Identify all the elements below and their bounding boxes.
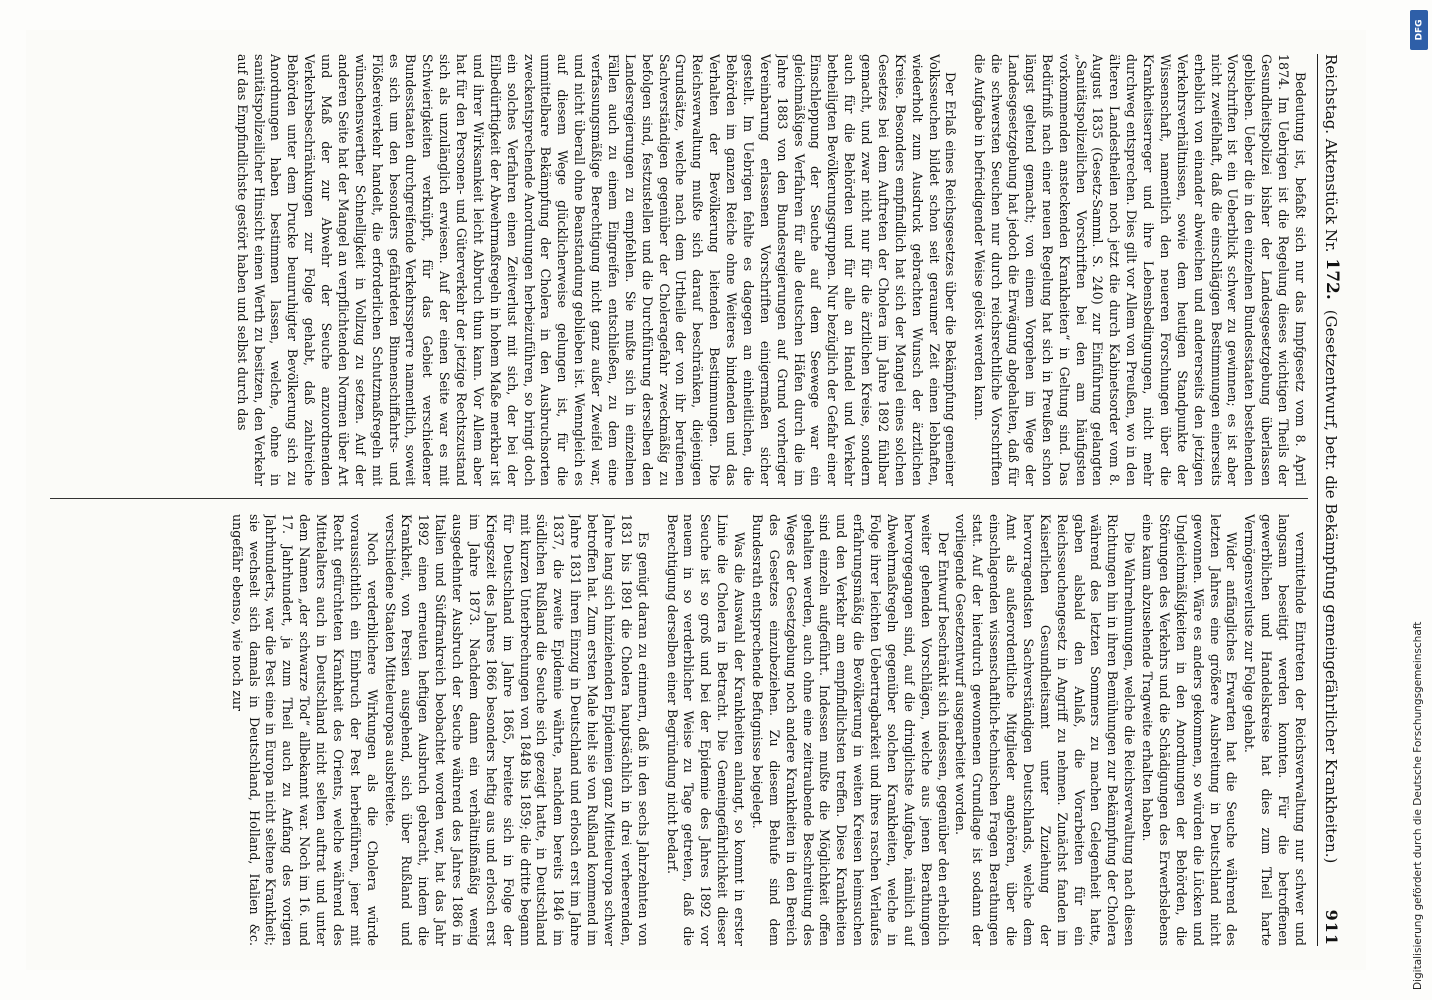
paragraph: Wider anfängliches Erwarten hat die Seuche während des letzten Jahres eine größere Ausbreitung in Deutschland nicht gewonnen. Wäre es anders gekommen, so würden die Lücken und Ungleichmäßigkeiten in den Anordnungen der Behörden, die Störungen des Verkehrs und die Schädigungen des Erwerbslebens eine kaum abzusehende Tragweite erhalten haben. (1140, 514, 1240, 946)
credit-text: Digitalisierung gefördert durch die Deutsche Forschungsgemeinschaft (1412, 621, 1424, 990)
column-divider (50, 498, 1308, 499)
page-header (1317, 54, 1352, 946)
paragraph: Die Wahrnehmungen, welche die Reichsverwaltung nach diesen Richtungen hin in ihren Bemühungen zur Bekämpfung der Cholera während des letzten Sommers zu machen Gelegenheit hatte, gaben alsbald den Anlaß, die Vorarbeiten für ein Reichsseuchengesetz in Angriff zu nehmen. Zunächst fanden im Kaiserlichen Gesundheitsamt unter Zuziehung der hervorragendsten Sachverständigen Deutschlands, welche dem Amt als außerordentliche Mitglieder angehören, über die einschlagenden wissenschaftlich-technischen Fragen Berathungen statt. Auf der hierdurch gewonnenen Grundlage ist sodann der vorliegende Gesetzentwurf ausgearbeitet worden. (953, 514, 1138, 946)
text-column-left (46, 54, 1308, 486)
paragraph: vermittelnde Eintreten der Reichsverwaltung nur schwer und langsam beseitigt werden konnten. Für die betroffenen gewerblichen und Handelskreise hat dies zum Theil harte Vermögensverluste zur Folge gehabt. (1242, 514, 1308, 946)
text-column-right (46, 514, 1308, 946)
dfg-logo: DFG (1410, 10, 1428, 50)
digitization-credit (1410, 110, 1426, 990)
paragraph: Was die Auswahl der Krankheiten anlangt, so kommt in erster Linie die Cholera in Betracht. Die Gemeingefährlichkeit dieser Seuche ist so groß und bei der Epidemie des Jahres 1892 vor neuem in so verderblicher Weise zu Tage getreten, daß die Berechtigung derselben einer Begründung nicht bedarf. (664, 514, 748, 946)
paragraph: Der Entwurf beschränkt sich indessen, gegenüber den erheblich weiter gehenden Vorschlägen, welche aus jenen Berathungen hervorgegangen sind, auf die dringlichste Aufgabe, nämlich auf Abwehrmaßregeln gegenüber solchen Krankheiten, welche in Folge ihrer leichten Uebertragbarkeit und ihres raschen Verlaufes erfahrungsmäßig die Bevölkerung in weiten Kreisen heimsuchen und den Verkehr am empfindlichsten treffen. Diese Krankheiten sind einzeln aufgeführt. Indessen mußte die Möglichkeit offen gehalten werden, auch ohne eine zeitraubende Beschreitung des Weges der Gesetzgebung noch andere Krankheiten in den Bereich des Gesetzes einzubeziehen. Zu diesem Behufe sind dem Bundesrath entsprechende Befugnisse beigelegt. (750, 514, 951, 946)
rotated-page-content (26, 30, 1366, 970)
paragraph: Es genügt daran zu erinnern, daß in den sechs Jahrzehnten von 1831 bis 1891 die Cholera hauptsächlich in drei verheerenden, Jahre lang sich hinziehenden Epidemien ganz Mitteleuropa schwer betroffen hat. Zum ersten Male hielt sie von Rußland kommend im Jahre 1831 ihren Einzug in Deutschland und erlosch erst im Jahre 1837, die zweite Epidemie währte, nachdem bereits 1846 im südlichen Rußland die Seuche sich gezeigt hatte, in Deutschland mit kurzen Unterbrechungen von 1848 bis 1859; die dritte begann für Deutschland im Jahre 1865, breitete sich in Folge der Kriegszeit des Jahres 1866 besonders heftig aus und erlosch erst im Jahre 1873. Nachdem dann ein verhältnißmäßig wenig ausgedehnter Ausbruch der Seuche während des Jahres 1886 in Italien und Südfrankreich beobachtet worden war, hat das Jahr 1892 einen erneuten heftigen Ausbruch gebracht, indem die Krankheit, von Persien ausgehend, sich über Rußland und verschiedene Staaten Mitteleuropas ausbreitete. (382, 514, 651, 946)
header-subject: (Gesetzentwurf, betr. die Bekämpfung gemeingefährlicher Krankheiten.) (1322, 309, 1340, 864)
paragraph: Bedeutung ist, befaßt sich nur das Impfgesetz vom 8. April 1874. Im Uebrigen ist die Regelung dieses wichtigen Theils der Gesundheitspolizei bisher der Landesgesetzgebung überlassen geblieben. Ueber die in den einzelnen Bundesstaaten bestehenden Vorschriften ist ein Ueberblick schwer zu gewinnen; es ist aber nicht zweifelhaft, daß die einschlägigen Bestimmungen einerseits erheblich von einander abweichen und andererseits den jetzigen Verkehrsverhältnissen, sowie dem heutigen Standpunkte der Wissenschaft, namentlich den neueren Forschungen über die Krankheitserreger und ihre Lebensbedingungen, nicht mehr durchweg entsprechen. Dies gilt vor Allem von Preußen, wo in den älteren Landestheilen noch jetzt die durch Kabinetsorder vom 8. August 1835 (Gesetz-Samml. S. 240) zur Einführung gelangten „Sanitätspolizeilichen Vorschriften bei den am häufigsten vorkommenden ansteckenden Krankheiten“ in Geltung sind. Das Bedürfniß nach einer neuen Regelung hat sich in Preußen schon längst geltend gemacht; von einem Vorgehen im Wege der Landesgesetzgebung hat jedoch die Erwägung abgehalten, daß für die schwersten Seuchen nur durch reichsrechtliche Vorschriften die Aufgabe in befriedigender Weise gelöst werden kann. (972, 54, 1308, 486)
paragraph: Der Erlaß eines Reichsgesetzes über die Bekämpfung gemeiner Volksseuchen bildet schon seit geraumer Zeit einen lebhaften, wiederholt zum Ausdruck gebrachten Wunsch der ärztlichen Kreise. Besonders empfindlich hat sich der Mangel eines solchen Gesetzes bei dem Auftreten der Cholera im Jahre 1892 fühlbar gemacht, und zwar nicht nur für die ärztlichen Kreise, sondern auch für die Behörden und für alle an Handel und Verkehr betheiligten Bevölkerungsgruppen. Nur bezüglich der Gefahr einer Einschleppung der Seuche auf dem Seewege war ein gleichmäßiges Verfahren für alle deutschen Häfen durch die im Jahre 1883 von den Bundesregierungen auf Grund vorheriger Vereinbarung erlassenen Vorschriften einigermaßen sicher gestellt. Im Uebrigen fehlte es dagegen an einheitlichen, die Behörden im ganzen Reiche ohne Weiteres bindenden und das Verhalten der Bevölkerung leitenden Bestimmungen. Die Reichsverwaltung mußte sich darauf beschränken, diejenigen Grundsätze, welche nach dem Urtheile der von ihr berufenen Sachverständigen gegenüber der Choleragefahr zweckmäßig zu befolgen sind, festzustellen und die Durchführung derselben den Landesregierungen zu empfehlen. Sie mußte sich in einzelnen Fällen auch zu einem Eingreifen entschließen, zu dem eine verfassungsmäßige Berechtigung nicht ganz außer Zweifel war, und nicht überall ohne Beanstandung geblieben ist. Wenngleich es auf diesem Wege glücklicherweise gelungen ist, für die unmittelbare Bekämpfung der Cholera in den Ausbruchsorten zweckentsprechende Anordnungen herbeizuführen, so bringt doch ein solches Verfahren einen Zeitverlust mit sich, der bei der Eilbedürftigkeit der Abwehrmaßregeln in hohem Maße merkbar ist und ihrer Wirksamkeit leicht Abbruch thun kann. Vor Allem aber hat für den Personen- und Güterverkehr der jetzige Rechtszustand sich als unzulänglich erwiesen. Auf der einen Seite war es mit Schwierigkeiten verknüpft, für das Gebiet verschiedener Bundesstaaten durchgreifende Verkehrssperre namentlich, soweit es sich um den besonders gefährdeten Binnenschiffahrts- und Flößereiverkehr handelt, die erforderlichen Schutzmaßregeln mit wünschenswerther Schnelligkeit in Vollzug zu setzen. Auf der anderen Seite hat der Mangel an verpflichtenden Normen über Art und Maß der zur Abwehr der Seuche anzuordnenden Verkehrsbeschränkungen zur Folge gehabt, daß zahlreiche Behörden unter dem Drucke beunruhigter Bevölkerung sich zu Anordnungen haben bestimmen lassen, welche, ohne in sanitätspolizeilicher Hinsicht einen Werth zu besitzen, den Verkehr auf das Empfindlichste gestört haben und selbst durch das (234, 54, 959, 486)
document-number: 172. (1322, 258, 1342, 300)
paragraph: Noch verderblichere Wirkungen als die Cholera würde voraussichtlich ein Einbruch der Pest herbeiführen, jener mit Recht gefürchteten Krankheit des Orients, welche während des Mittelalters auch in Deutschland nicht selten auftrat und unter dem Namen „der schwarze Tod“ allbekannt war. Noch im 16. und 17. Jahrhundert, ja zum Theil auch zu Anfang des vorigen Jahrhunderts, war die Pest eine in Europa nicht seltene Krankheit; sie wechselt sich damals in Deutschland, Holland, Italien &c. ungefähr ebenso, wie noch zur (229, 514, 380, 946)
page-number: 911 (1322, 909, 1341, 946)
header-title: Reichstag. Aktenstück Nr. (1322, 54, 1340, 253)
